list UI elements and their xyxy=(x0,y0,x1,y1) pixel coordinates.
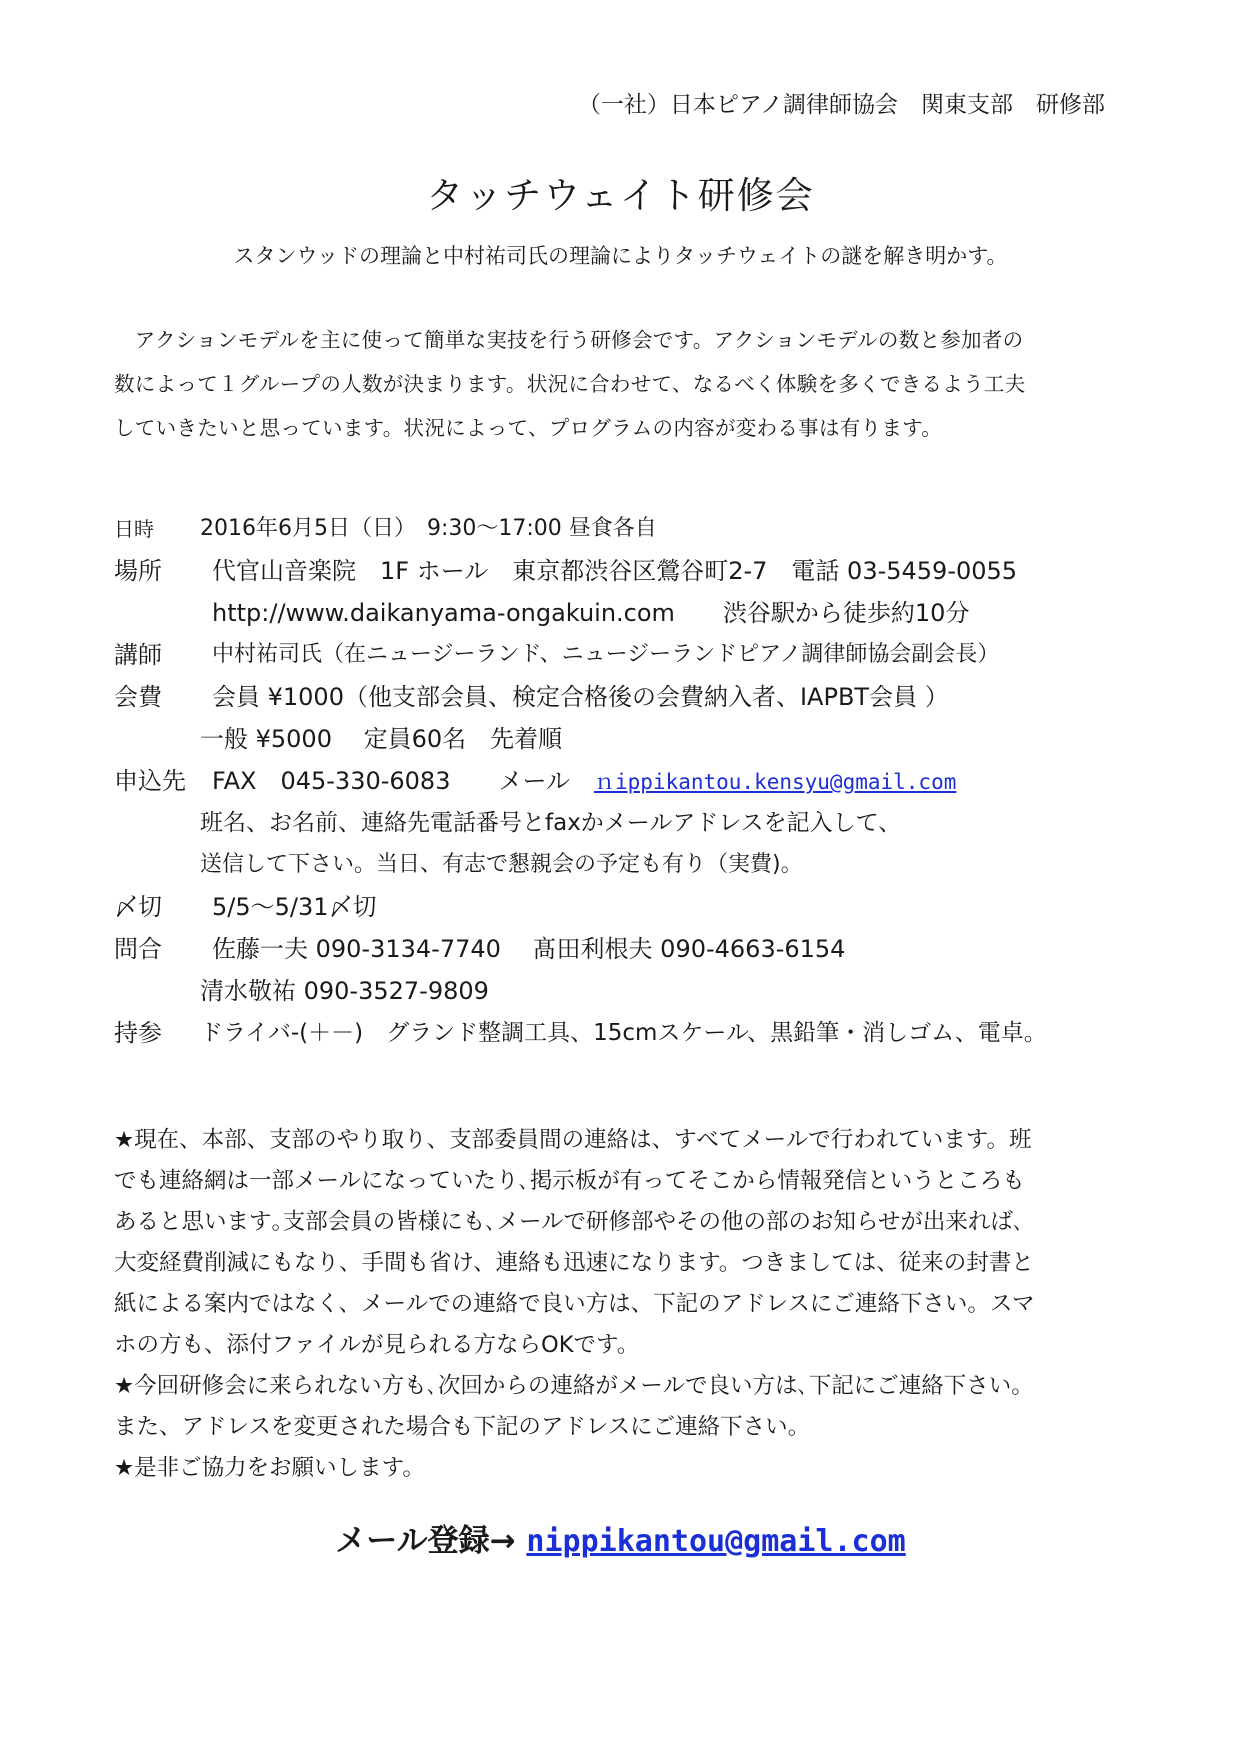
fee-value: 会員 ¥1000（他支部会員、検定合格後の会費納入者、IAPBT会員 ） xyxy=(212,683,949,711)
place-value: 代官山音楽院 1F ホール 東京都渋谷区鶯谷町2-7 電話 03-5459-0055 xyxy=(212,557,1018,585)
apply-label: 申込先 xyxy=(114,767,186,795)
notice-paragraph xyxy=(114,1120,1130,1489)
date-label: 日時 xyxy=(114,517,154,541)
deadline-value: 5/5〜5/31〆切 xyxy=(212,893,377,921)
intro-line: 数によって１グループの人数が決まります。状況に合わせて、なるべく体験を多くできるよう工夫 xyxy=(114,372,1026,396)
bring-label: 持参 xyxy=(114,1019,162,1047)
notice-line: あると思います｡支部会員の皆様にも､メールで研修部やその他の部のお知らせが出来れば､ xyxy=(114,1209,1025,1235)
notice-line: ★今回研修会に来られない方も､次回からの連絡がメールで良い方は､下記にご連絡下さい｡ xyxy=(114,1373,1023,1399)
apply-instructions-2: 送信して下さい。当日、有志で懇親会の予定も有り（実費)。 xyxy=(200,852,803,877)
notice-line: 紙による案内ではなく、メールでの連絡で良い方は、下記のアドレスにご連絡下さい。スマ xyxy=(114,1291,1035,1317)
bring-value: ドライバ-(＋－) グランド整調工具、15cmスケール、黒鉛筆・消しゴム、電卓。 xyxy=(200,1020,1047,1046)
organization-name: （一社）日本ピアノ調律師協会 関東支部 研修部 xyxy=(577,92,1105,118)
place-url: http://www.daikanyama-ongakuin.com 渋谷駅から徒歩約10分 xyxy=(212,599,970,627)
notice-line: ★現在、本部、支部のやり取り、支部委員間の連絡は、すべてメールで行われています。班 xyxy=(114,1127,1032,1153)
notice-line: また、アドレスを変更された場合も下記のアドレスにご連絡下さい。 xyxy=(114,1414,811,1440)
intro-line: していきたいと思っています。状況によって、プログラムの内容が変わる事は有ります。 xyxy=(114,416,943,440)
apply-value: FAX 045-330-6083 メール xyxy=(212,767,570,795)
notice-line: ホの方も、添付ファイルが見られる方ならOKです。 xyxy=(114,1332,640,1358)
fee-general: 一般 ¥5000 定員60名 先着順 xyxy=(200,725,563,753)
registration-email-link[interactable]: nippikantou@gmail.com xyxy=(526,1524,906,1559)
deadline-label: 〆切 xyxy=(114,893,162,921)
apply-email-link[interactable]: ｎippikantou.kensyu@gmail.com xyxy=(594,770,957,794)
place-label: 場所 xyxy=(114,557,162,585)
page-title: タッチウェイト研修会 xyxy=(426,174,815,217)
intro-paragraph xyxy=(114,318,1124,450)
notice-line: でも連絡網は一部メールになっていたり､掲示板が有ってそこから情報発信というところも xyxy=(114,1168,1025,1194)
registration-label: メール登録→ xyxy=(335,1523,527,1559)
contact-value: 佐藤一夫 090-3134-7740 髙田利根夫 090-4663-6154 xyxy=(212,935,846,963)
intro-line: アクションモデルを主に使って簡単な実技を行う研修会です。アクションモデルの数と参加者の xyxy=(114,328,1024,352)
apply-instructions: 班名、お名前、連絡先電話番号とfaxかメールアドレスを記入して、 xyxy=(200,810,902,836)
page-subtitle: スタンウッドの理論と中村祐司氏の理論によりタッチウェイトの謎を解き明かす。 xyxy=(233,244,1008,268)
date-value: 2016年6月5日（日） 9:30〜17:00 昼食各自 xyxy=(200,516,657,541)
registration-line xyxy=(0,1515,1241,1560)
fee-label: 会費 xyxy=(114,683,162,711)
lecturer-value: 中村祐司氏（在ニュージーランド、ニュージーランドピアノ調律師協会副会長） xyxy=(212,642,1000,667)
contact-value-2: 清水敬祐 090-3527-9809 xyxy=(200,977,489,1005)
lecturer-label: 講師 xyxy=(114,641,162,669)
contact-label: 問合 xyxy=(114,935,162,963)
notice-line: 大変経費削減にもなり、手間も省け、連絡も迅速になります。つきましては、従来の封書と xyxy=(114,1250,1034,1276)
notice-line: ★是非ご協力をお願いします。 xyxy=(114,1455,425,1481)
